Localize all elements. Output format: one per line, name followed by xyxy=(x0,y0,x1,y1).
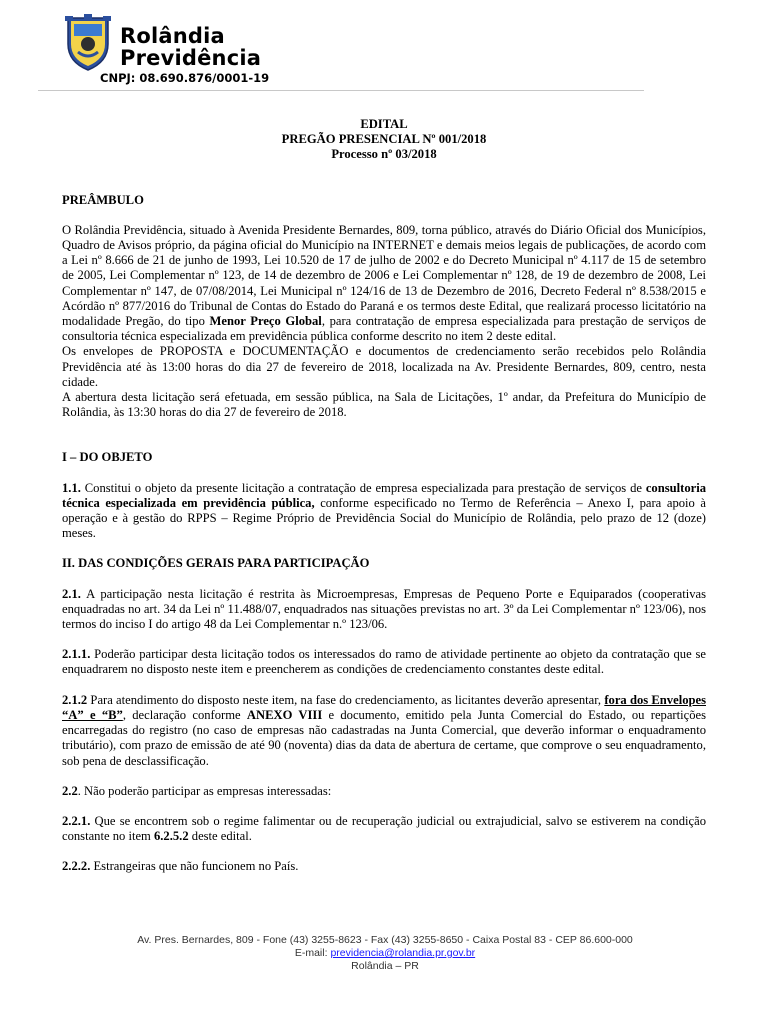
item-2-2-1: 2.2.1. Que se encontrem sob o regime falimentar ou de recuperação judicial ou extrajudicial, salvo se estiverem na condição constante no item 6.2.5.2 deste edital. xyxy=(62,813,706,844)
footer-email-line: E-mail: previdencia@rolandia.pr.gov.br xyxy=(294,947,476,959)
coat-of-arms-logo xyxy=(62,14,114,72)
item-2-1: 2.1. A participação nesta licitação é restrita às Microempresas, Empresas de Pequeno Porte e Equiparados (cooperativas enquadradas no art. 34 da Lei nº 11.488/07, enquadrados nas situações previstas no art. 3º da Lei Complementar nº 123/06), nos termos do inciso I do artigo 48 da Lei Complementar n.º 123/06. xyxy=(62,586,706,632)
document-body xyxy=(62,117,706,875)
header-divider xyxy=(38,90,644,91)
cnpj-number: CNPJ: 08.690.876/0001-19 xyxy=(100,71,270,85)
preambulo-paragraph-3: A abertura desta licitação será efetuada, em sessão pública, na Sala de Licitações, 1º andar, da Prefeitura do Município de Rolândia, às 13:30 horas do dia 27 de fevereiro de 2018. xyxy=(62,390,706,420)
doc-title-processo: Processo nº 03/2018 xyxy=(331,147,437,162)
item-2-2-2: 2.2.2. Estrangeiras que não funcionem no País. xyxy=(62,859,299,874)
section-heading-condicoes: II. DAS CONDIÇÕES GERAIS PARA PARTICIPAÇÃO xyxy=(62,556,370,571)
letterhead xyxy=(62,14,662,94)
brand-name-line2: Previdência xyxy=(120,46,262,70)
footer-city: Rolândia – PR xyxy=(351,960,419,972)
item-1-1: 1.1. Constitui o objeto da presente licitação a contratação de empresa especializada para prestação de serviços de consultoria técnica especializada em previdência pública, conforme especificado no Termo de Referência – Anexo I, para apoio à operação e à gestão do RPPS – Regime Próprio de Previdência Social do Município de Rolândia, pelo prazo de 12 (doze) meses. xyxy=(62,480,706,541)
item-2-1-1: 2.1.1. Poderão participar desta licitação todos os interessados do ramo de atividade pertinente ao objeto da contratação que se enquadrarem no disposto neste item e preencherem as condições de credenciamento constantes deste edital. xyxy=(62,647,706,677)
section-heading-objeto: I – DO OBJETO xyxy=(62,450,153,465)
item-2-1-2: 2.1.2 Para atendimento do disposto neste item, na fase do credenciamento, as licitantes deverão apresentar, fora dos Envelopes “A” e “B”, declaração conforme ANEXO VIII e documento, emitido pela Junta Comercial do Estado, ou repartições encarregadas do registro (no caso de empresas não cadastradas na Junta Comercial, que deverão informar o enquadramento tributário), com prazo de emissão de até 90 (noventa) dias da data de abertura de certame, que comprove o seu enquadramento, sob pena de desclassificação. xyxy=(62,692,706,768)
section-heading-preambulo: PREÂMBULO xyxy=(62,192,144,207)
doc-title-pregao: PREGÃO PRESENCIAL Nº 001/2018 xyxy=(281,132,487,147)
page-footer xyxy=(0,934,770,973)
preambulo-paragraph-1: O Rolândia Previdência, situado à Avenida Presidente Bernardes, 809, torna público, através do Diário Oficial dos Municípios, Quadro de Avisos próprio, da página oficial do Município na INTERNET e demais meios legais de publicações, de acordo com a Lei nº 8.666 de 21 de junho de 1993, Lei 10.520 de 17 de julho de 2002 e do Decreto Municipal nº 4.117 de 15 de setembro de 2005, Lei Complementar nº 123, de 14 de dezembro de 2006 e Lei Complementar nº 128, de 19 de dezembro de 2008, Lei Complementar nº 147, de 07/08/2014, Lei Municipal nº 124/16 de 13 de Dezembro de 2016, Decreto Federal nº 8.538/2015 e Acórdão nº 877/2016 do Tribunal de Contas do Estado do Paraná e os termos deste Edital, que realizará processo licitatório na modalidade Pregão, do tipo Menor Preço Global, para contratação de empresa especializada para prestação de serviços de consultoria técnica especializada em previdência pública conforme descrito no item 2 deste edital. xyxy=(62,222,707,344)
preambulo-paragraph-2: Os envelopes de PROPOSTA e DOCUMENTAÇÃO e documentos de credenciamento serão recebidos pelo Rolândia Previdência até às 13:00 horas do dia 27 de fevereiro de 2018, localizada na Av. Presidente Bernardes, 809, centro, nesta cidade. xyxy=(62,344,706,389)
doc-title-edital: EDITAL xyxy=(360,117,408,131)
item-2-2: 2.2. Não poderão participar as empresas interessadas: xyxy=(62,783,332,798)
brand-name-line1: Rolândia xyxy=(120,24,225,48)
footer-address: Av. Pres. Bernardes, 809 - Fone (43) 3255-8623 - Fax (43) 3255-8650 - Caixa Postal 83 - CEP 86.600-000 xyxy=(137,934,633,946)
email-link[interactable]: previdencia@rolandia.pr.gov.br xyxy=(330,947,476,959)
